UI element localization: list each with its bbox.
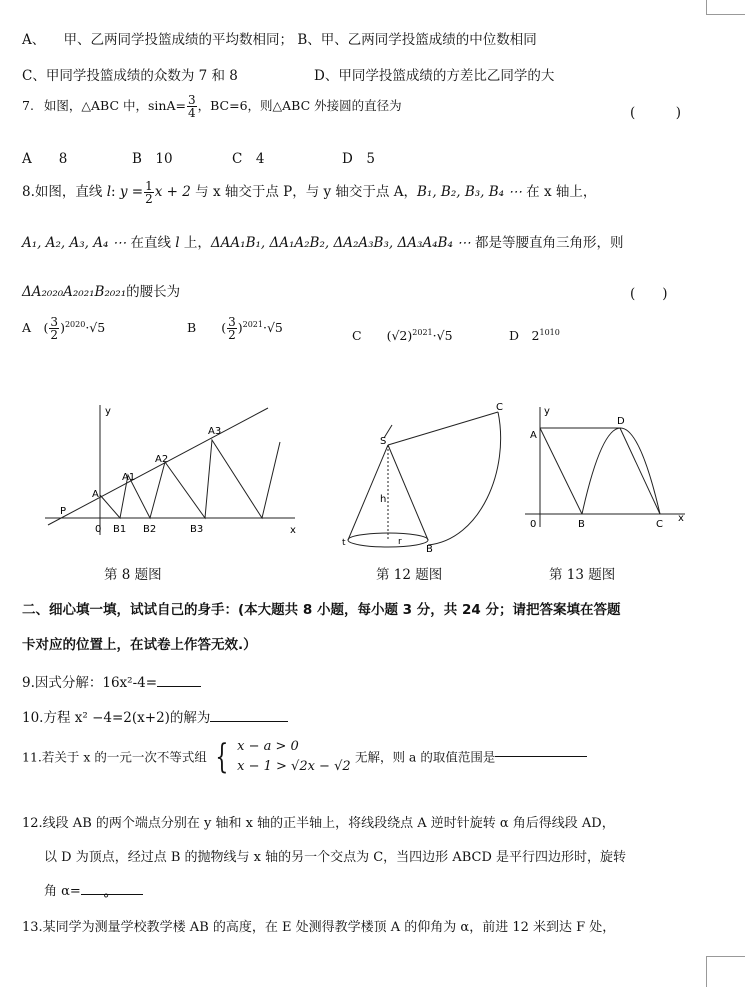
figure-8 (40, 400, 310, 545)
fig13-label-d: D (617, 416, 625, 427)
fig13-segment-dc (620, 428, 660, 514)
q11-inequality-system: x − a > 0 x − 1 > √2x − √2 (237, 739, 351, 774)
q11-brace: { (215, 736, 229, 777)
fig13-label-x: x (678, 513, 684, 524)
fig12-label-b: B (426, 544, 433, 555)
q11: 11.若关于 x 的一元一次不等式组 { x − a > 0 x − 1 > √2x − √2 无解，则 a 的取值范围是 (22, 737, 587, 776)
fig13-label-y: y (544, 406, 550, 417)
fig12-label-s: S (380, 436, 387, 447)
q8-line-2: A₁, A₂, A₃, A₄ ⋯ 在直线 l 上，ΔAA₁B₁, ΔA₁A₂B₂, ΔA₂A₃B₃, ΔA₃A₄B₄ ⋯ 都是等腰直角三角形，则 (22, 235, 624, 251)
fig8-caption: 第 8 题图 (104, 567, 162, 583)
fig13-label-a: A (530, 430, 537, 441)
q13: 13.某同学为测量学校教学楼 AB 的高度，在 E 处测得教学楼顶 A 的仰角为 α，前进 12 米到达 F 处， (22, 920, 616, 935)
fig8-label-a3: A3 (208, 426, 222, 437)
corner-mark-bottom (706, 956, 745, 987)
q8-option-a: A ( $\frac{3}{2}$ )$^{2020}$·√5 (22, 315, 106, 342)
fig8-label-a1: A1 (122, 472, 136, 483)
fig8-label-b1: B1 (113, 524, 127, 535)
fig13-label-c: C (656, 519, 663, 530)
q6-option-c: C、甲同学投篮成绩的众数为 7 和 8 (22, 68, 238, 84)
fig13-parabola (582, 428, 660, 514)
q12-line-1: 12.线段 AB 的两个端点分别在 y 轴和 x 轴的正半轴上，将线段绕点 A 逆时针旋转 α 角后得线段 AD， (22, 816, 615, 831)
q12-answer-blank: ° (81, 894, 143, 895)
q7-fraction: $\frac{3}{4}$ (187, 93, 196, 120)
q7-options: A 8 B 10 C 4 D 5 (22, 151, 375, 167)
q8-option-d: D $2^{1010}$ (509, 327, 560, 343)
q12-line-3: 角 α= ° (44, 880, 143, 899)
fig12-label-h: h (380, 494, 387, 505)
fig8-label-b2: B2 (143, 524, 157, 535)
fig8-label-p: P (60, 506, 67, 517)
fig12-caption: 第 12 题图 (376, 567, 443, 583)
q11-answer-blank (495, 756, 587, 757)
q12-line-2: 以 D 为顶点，经过点 B 的抛物线与 x 轴的另一个交点为 C，当四边形 ABCD 是平行四边形时，旋转 (44, 850, 626, 865)
corner-mark-top (706, 0, 745, 15)
figure-13 (520, 402, 695, 542)
q7-stem: 7. 如图，△ABC 中，sinA= $\frac{3}{4}$ ，BC=6，则△ABC 外接圆的直径为 (22, 93, 402, 120)
q9-answer-blank (157, 686, 201, 687)
fig8-line-l (48, 408, 268, 525)
fig12-label-t: t (342, 538, 346, 548)
q8-option-b: B ( $\frac{3}{2}$ )$^{2021}$·√5 (187, 315, 283, 342)
fig12-cone-left (348, 445, 388, 540)
fig13-segment-ab (540, 428, 582, 514)
q10-answer-blank (210, 721, 288, 722)
q8-fraction: $\frac{1}{2}$ (145, 179, 153, 206)
fig13-label-b: B (578, 519, 585, 530)
fig8-label-a: A (92, 489, 99, 500)
q6-option-d: D、甲同学投篮成绩的方差比乙同学的大 (314, 68, 555, 84)
section-2-heading-line-1: 二、细心填一填，试试自己的身手：(本大题共 8 小题，每小题 3 分，共 24 分；请把答案填在答题 (22, 602, 621, 618)
fig12-cone-right (388, 445, 428, 540)
q8-line-1: 8.如图，直线 l: y = $\frac{1}{2}$ x + 2 与 x 轴交于点 P，与 y 轴交于点 A，B₁, B₂, B₃, B₄ ⋯ 在 x 轴上， (22, 179, 597, 206)
q8-line-3: ΔA₂₀₂₀A₂₀₂₁B₂₀₂₁的腰长为 (22, 284, 181, 300)
fig12-arc (428, 412, 501, 545)
fig8-label-a2: A2 (155, 454, 169, 465)
q6-option-a: A、 甲、乙两同学投篮成绩的平均数相同； B、甲、乙两同学投篮成绩的中位数相同 (22, 32, 537, 48)
fig12-label-r: r (398, 537, 402, 547)
fig12-label-c: C (496, 402, 503, 413)
q10: 10.方程 x² −4=2(x+2)的解为 (22, 706, 288, 726)
fig13-label-o: 0 (530, 519, 537, 530)
fig8-label-y: y (105, 406, 111, 417)
q9: 9.因式分解：16x²-4= (22, 671, 201, 691)
figure-12 (340, 400, 510, 555)
fig8-label-o: 0 (95, 524, 102, 535)
fig12-slant-top (388, 412, 498, 445)
fig8-label-b3: B3 (190, 524, 204, 535)
q8-answer-paren: ( ) (630, 286, 668, 302)
section-2-heading-line-2: 卡对应的位置上，在试卷上作答无效.） (22, 637, 257, 653)
fig13-caption: 第 13 题图 (549, 567, 616, 583)
q8-option-c: C $(√2)^{2021}\cdot√5$ (352, 327, 453, 343)
fig8-label-x: x (290, 525, 296, 536)
q7-answer-paren: ( ) (630, 105, 682, 121)
